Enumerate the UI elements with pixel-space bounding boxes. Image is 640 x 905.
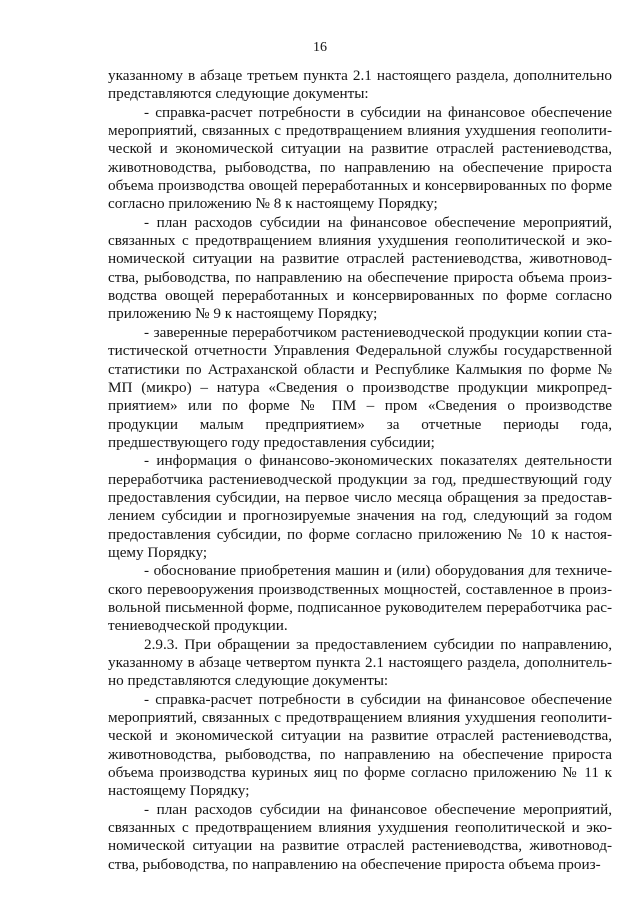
paragraph-6-equipment-justification: - обоснование приобретения машин и (или) оборудования для технического перевооружения производственных мощностей, составленное в произвольной письменной форме, подписанное руководителем переработчика растениеводческой продукции. [108, 562, 612, 635]
paragraph-5-financial-economic-info: - информация о финансово-экономических показателях деятельности переработчика растениеводческой продукции за год, предшествующий году предоставления субсидии, на первое число месяца обращения за предоставлением субсидии и прогнозируемые значения на год, следующий за годом предоставления субсидии, по форме согласно приложению № 10 к настоящему Порядку; [108, 452, 612, 561]
paragraph-8-calculation-certificate-eggs: - справка-расчет потребности в субсидии на финансовое обеспечение мероприятий, связанных с предотвращением влияния ухудшения геополитической и экономической ситуации на развитие отраслей растениеводства, животноводства, рыбоводства, по направлению на обеспечение прироста объема производства куриных яиц по форме согласно приложению № 11 к настоящему Порядку; [108, 690, 612, 800]
page-number: 16 [313, 40, 327, 55]
paragraph-4-statistical-reports: - заверенные переработчиком растениеводческой продукции копии статистической отчетности Управления Федеральной службы государственной статистики по Астраханской области и Республике Калмыкия по форме № МП (микро) – натура «Сведения о производстве продукции микропредприятием» или по форме № ПМ – пром «Сведения о производстве продукции малым предприятием» за отчетные периоды года, предшествующего году предоставления субсидии; [108, 323, 612, 451]
paragraph-7-section-2-9-3: 2.9.3. При обращении за предоставлением субсидии по направлению, указанному в абзаце четвертом пункта 2.1 настоящего раздела, дополнительно представляются следующие документы: [108, 635, 612, 690]
paragraph-2-calculation-certificate-vegetables: - справка-расчет потребности в субсидии на финансовое обеспечение мероприятий, связанных с предотвращением влияния ухудшения геополитической и экономической ситуации на развитие отраслей растениеводства, животноводства, рыбоводства, по направлению на обеспечение прироста объема производства овощей переработанных и консервированных по форме согласно приложению № 8 к настоящему Порядку; [108, 103, 612, 213]
paragraph-1-continuation: указанному в абзаце третьем пункта 2.1 настоящего раздела, дополнительно представляются следующие документы: [108, 67, 612, 103]
paragraph-3-expense-plan-vegetables: - план расходов субсидии на финансовое обеспечение мероприятий, связанных с предотвращением влияния ухудшения геополитической и экономической ситуации на развитие отраслей растениеводства, животноводства, рыбоводства, по направлению на обеспечение прироста объема производства овощей переработанных и консервированных по форме согласно приложению № 9 к настоящему Порядку; [108, 213, 612, 323]
paragraph-9-expense-plan-eggs: - план расходов субсидии на финансовое обеспечение мероприятий, связанных с предотвращением влияния ухудшения геополитической и экономической ситуации на развитие отраслей растениеводства, животноводства, рыбоводства, по направлению на обеспечение прироста объема произ- [108, 800, 612, 873]
document-body [108, 67, 612, 874]
